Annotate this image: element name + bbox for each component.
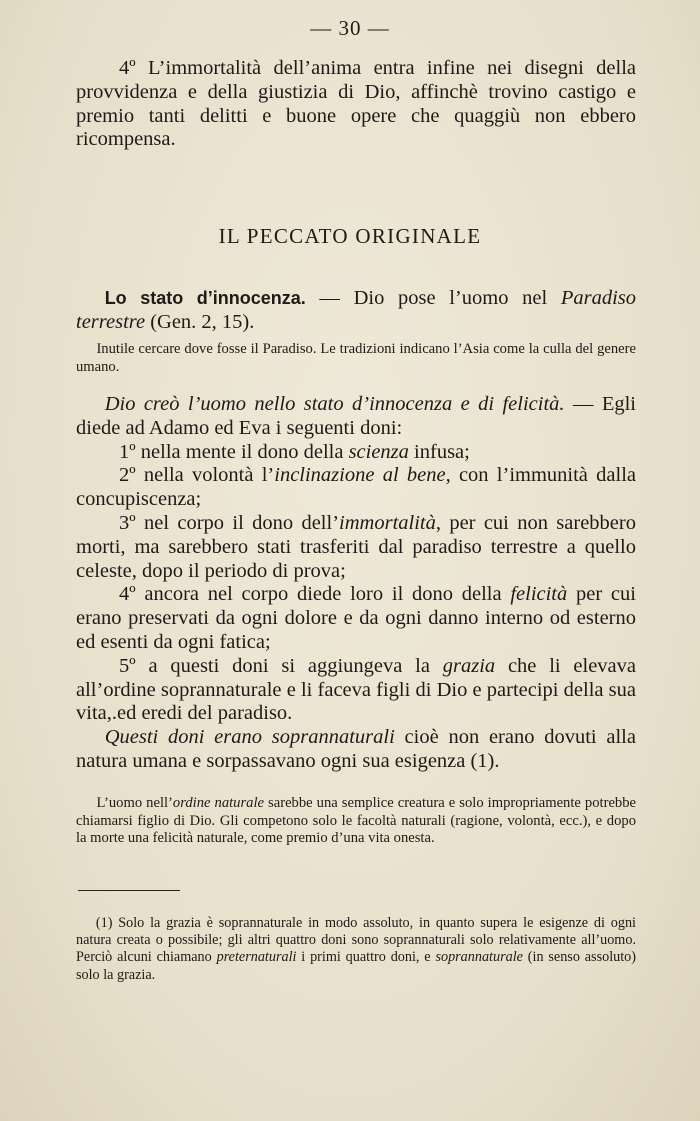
- note-natural-order: L’uomo nell’ordine naturale sarebbe una semplice creatura e solo impropriamente potrebbe chiamarsi figlio di Dio. Gli competono solo le facoltà naturali (ragione, volontà, ecc.), e dopo la morte una felicità naturale, come premio d’una vita onesta.: [76, 795, 636, 847]
- gift-2: 2º nella volontà l’inclinazione al bene, con l’immunità dalla concupiscenza;: [76, 464, 636, 511]
- gift-4: 4º ancora nel corpo diede loro il dono della felicità per cui erano preservati da ogni dolore e da ogni danno interno od esterno ed esenti da ogni fatica;: [76, 583, 636, 653]
- footnote-divider: [78, 890, 180, 891]
- note-paradise-location: Inutile cercare dove fosse il Paradiso. Le tradizioni indicano l’Asia come la culla del genere umano.: [76, 341, 636, 375]
- creation-statement: Dio creò l’uomo nello stato d’innocenza e di felicità.: [104, 393, 565, 415]
- paragraph-creation-gifts: Dio creò l’uomo nello stato d’innocenza e di felicità. — Egli diede ad Adamo ed Eva i seguenti doni: 1º nella mente il dono della scienza infusa; 2º nella volontà l’inclinazione al bene, con l’immunità dalla concupiscenza; 3º nel corpo il dono dell’immortalità, per cui non sarebbero morti, ma sarebbero stati trasferiti dal paradiso terrestre a quello celeste, dopo il periodo di prova; 4º ancora nel corpo diede loro il dono della felicità per cui erano preservati da ogni dolore e da ogni danno interno od esterno ed esenti da ogni fatica; 5º a questi doni si aggiungeva la grazia che li elevava all’ordine soprannaturale e li faceva figli di Dio e partecipi della sua vita,.ed eredi del paradiso. Questi doni erano soprannaturali cioè non erano dovuti alla natura umana e sorpassavano ogni sua esigenza (1).: [76, 393, 636, 772]
- innocence-label: Lo stato d’innocenza.: [104, 288, 306, 308]
- gift-1: 1º nella mente il dono della scienza infusa;: [119, 440, 470, 463]
- paragraph-supernatural: Questi doni erano soprannaturali cioè non erano dovuti alla natura umana e sorpassavano ogni sua esigenza (1).: [76, 726, 636, 772]
- page-number: — 30 —: [310, 16, 390, 40]
- gift-5: 5º a questi doni si aggiungeva la grazia che li elevava all’ordine soprannaturale e li faceva figli di Dio e partecipi della sua vita,.ed eredi del paradiso.: [76, 654, 636, 725]
- gift-3: 3º nel corpo il dono dell’immortalità, per cui non sarebbero morti, ma sarebbero stati trasferiti dal paradiso terrestre a quello celeste, dopo il periodo di prova;: [76, 511, 636, 582]
- paragraph-immortality: 4º L’immortalità dell’anima entra infine nei disegni della provvidenza e della giustizia di Dio, affinchè trovino castigo e premio tanti delitti e buone opere che quaggiù non ebbero ricompensa.: [76, 57, 636, 151]
- footnote-1: (1) Solo la grazia è soprannaturale in modo assoluto, in quanto supera le esigenze di ogni natura creata o possibile; gli altri quattro doni sono soprannaturali solo relativamente all’uomo. Perciò alcuni chiamano preternaturali i primi quattro doni, e soprannaturale (in senso assoluto) solo la grazia.: [76, 915, 636, 983]
- section-title: IL PECCATO ORIGINALE: [218, 224, 482, 248]
- paragraph-state-of-innocence: Lo stato d’innocenza. — Dio pose l’uomo nel Paradiso terrestre (Gen. 2, 15).: [76, 287, 636, 333]
